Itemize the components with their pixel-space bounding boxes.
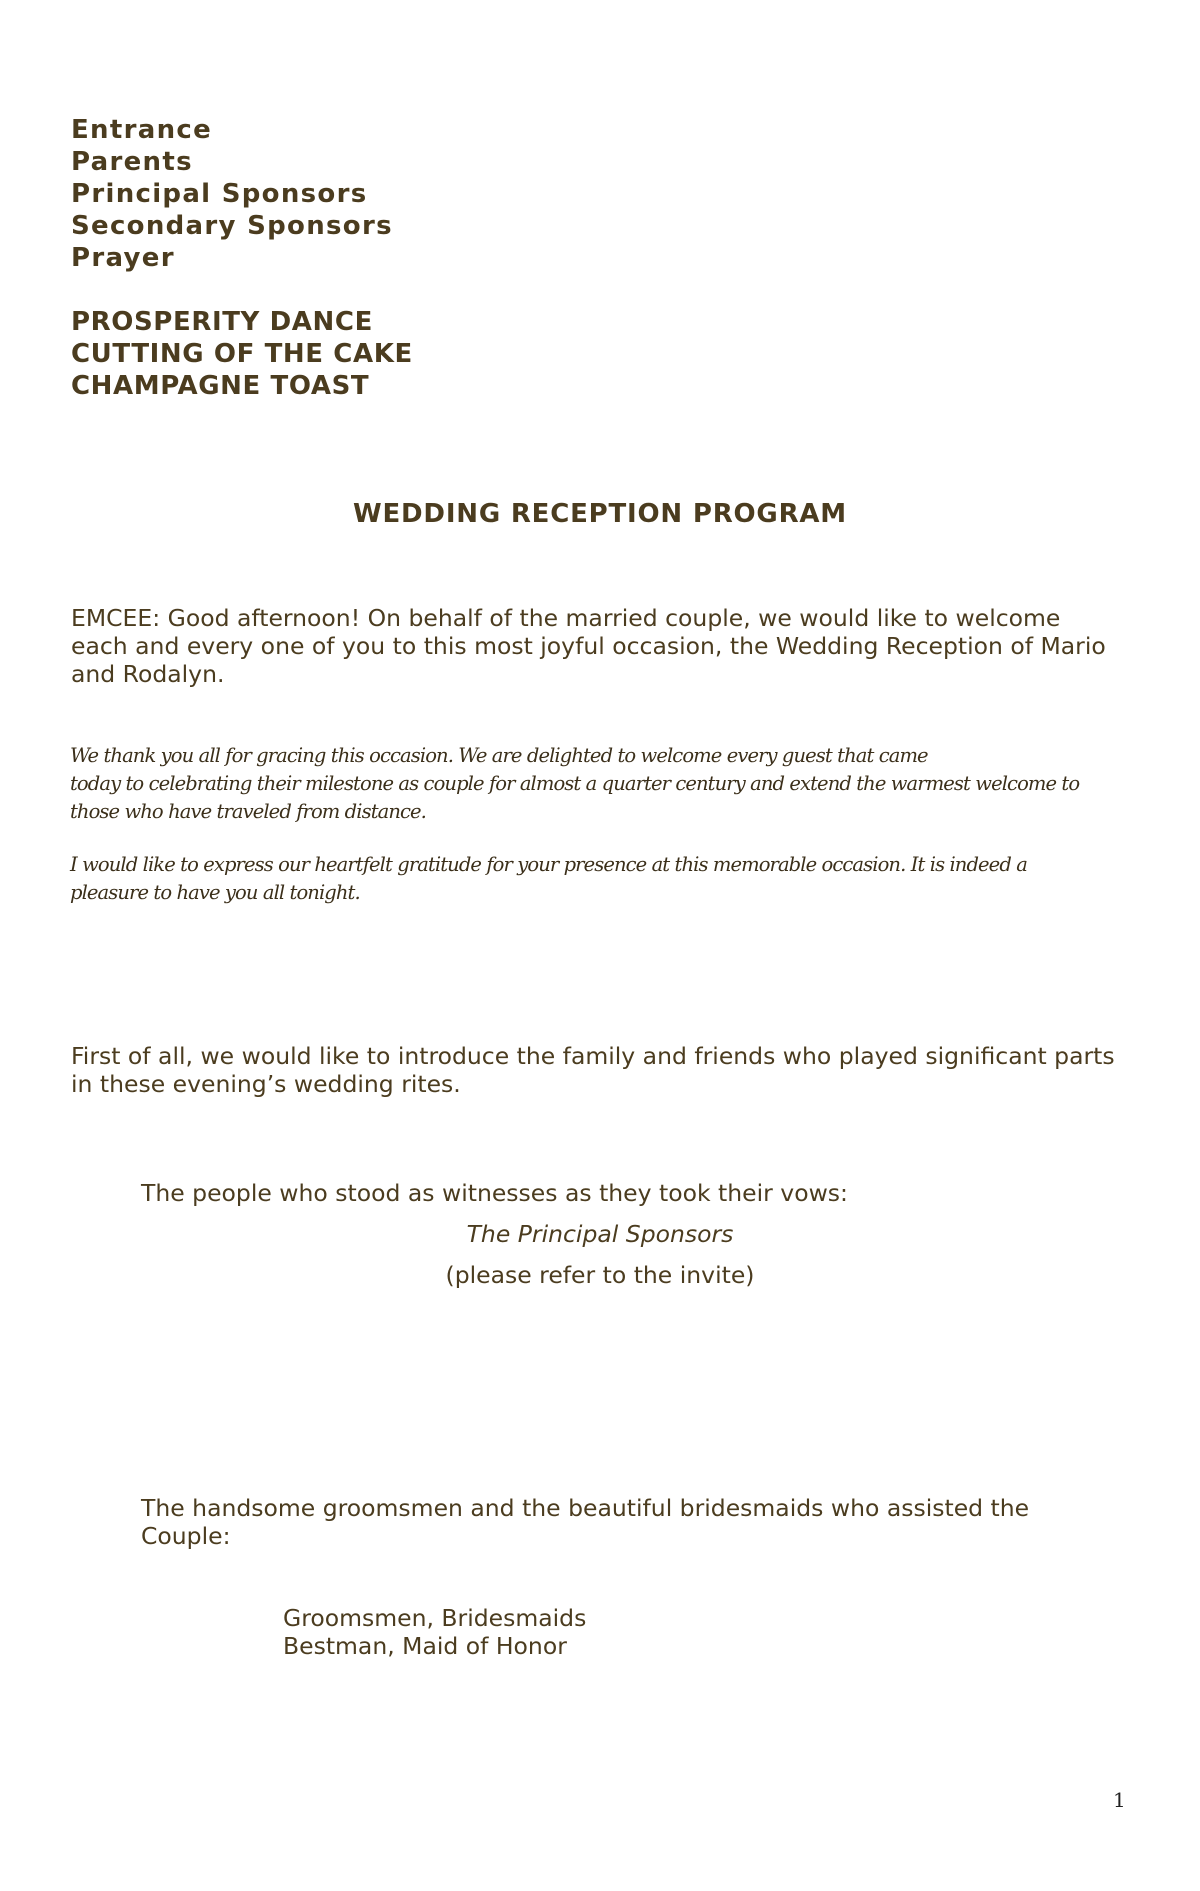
agenda-item-entrance: Entrance xyxy=(71,115,213,145)
invite-note: (please refer to the invite) xyxy=(445,1261,755,1289)
emcee-intro-line: and Rodalyn. xyxy=(71,660,225,688)
entourage-roles xyxy=(283,1604,586,1660)
page-title: WEDDING RECEPTION PROGRAM xyxy=(353,499,847,529)
agenda-item-principal-sponsors: Principal Sponsors xyxy=(71,179,368,209)
gratitude-paragraph xyxy=(70,851,1027,907)
introduction-line: First of all, we would like to introduce the family and friends who played significant parts xyxy=(71,1042,1115,1070)
highlight-champagne-toast: CHAMPAGNE TOAST xyxy=(71,371,370,401)
entourage-line: The handsome groomsmen and the beautiful bridesmaids who assisted the xyxy=(141,1494,1030,1522)
thanks-line: those who have traveled from distance. xyxy=(70,800,426,823)
thanks-line: today to celebrating their milestone as couple for almost a quarter century and extend the warmest welcome to xyxy=(70,772,1080,795)
emcee-intro-paragraph xyxy=(71,604,1106,688)
gratitude-line: pleasure to have you all tonight. xyxy=(70,881,360,904)
emcee-intro-line: each and every one of you to this most joyful occasion, the Wedding Reception of Mario xyxy=(71,632,1106,660)
thanks-paragraph xyxy=(70,742,1079,826)
agenda-item-prayer: Prayer xyxy=(71,243,175,273)
principal-sponsors-heading: The Principal Sponsors xyxy=(466,1220,734,1248)
witnesses-text: The people who stood as witnesses as they took their vows: xyxy=(141,1179,848,1207)
gratitude-line: I would like to express our heartfelt gratitude for your presence at this memorable occasion. It is indeed a xyxy=(70,853,1027,876)
highlight-list xyxy=(71,306,413,402)
agenda-item-secondary-sponsors: Secondary Sponsors xyxy=(71,211,393,241)
emcee-intro-line: EMCEE: Good afternoon! On behalf of the married couple, we would like to welcome xyxy=(71,604,1061,632)
entourage-line: Couple: xyxy=(141,1522,231,1550)
agenda-item-parents: Parents xyxy=(71,147,193,177)
role-groomsmen-bridesmaids: Groomsmen, Bridesmaids xyxy=(283,1604,587,1632)
highlight-cutting-cake: CUTTING OF THE CAKE xyxy=(71,339,413,369)
introduction-line: in these evening’s wedding rites. xyxy=(71,1070,461,1098)
role-bestman-maid-of-honor: Bestman, Maid of Honor xyxy=(283,1632,567,1660)
entourage-paragraph xyxy=(141,1494,1029,1550)
introduction-paragraph xyxy=(71,1042,1115,1098)
thanks-line: We thank you all for gracing this occasion. We are delighted to welcome every guest that came xyxy=(70,744,928,767)
page-number: 1 xyxy=(1113,1788,1126,1812)
highlight-prosperity-dance: PROSPERITY DANCE xyxy=(71,307,373,337)
agenda-list xyxy=(71,114,393,274)
